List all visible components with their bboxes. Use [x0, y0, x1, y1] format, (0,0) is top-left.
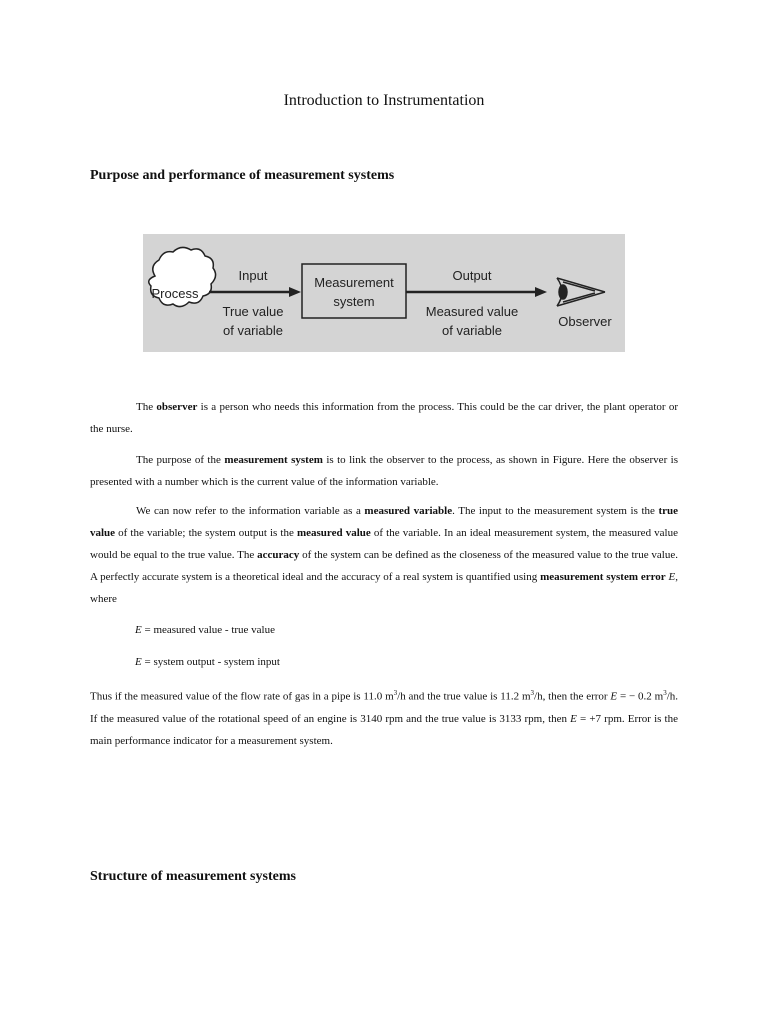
output-label: Output [452, 268, 492, 283]
page-title: Introduction to Instrumentation [283, 92, 485, 109]
equation-error-2 [135, 656, 280, 668]
term-true-value: true value [90, 505, 679, 539]
eye-icon [557, 278, 605, 306]
symbol-e: E [570, 712, 577, 725]
term-measured-variable: measured variable [364, 505, 453, 517]
text-run: of the variable. In an ideal measurement system, the measured value would be equal to the true value. The [90, 527, 678, 561]
measured-value-label-line1: Measured value [425, 304, 519, 319]
text-run: = − 0.2 m [617, 690, 664, 703]
superscript: 3 [530, 689, 535, 697]
text-run: . The input to the measurement system is the [452, 505, 659, 517]
text-run: is to link the observer to the process, as shown in Figure. Here the observer is presented with a number which is the current value of the information variable. [90, 454, 679, 488]
paragraph-purpose [90, 449, 678, 493]
text-run: We can now refer to the information variable as a [136, 505, 365, 517]
superscript: 3 [393, 689, 398, 697]
text-run: The purpose of the [136, 454, 225, 466]
system-label-line2: system [333, 294, 375, 309]
input-arrowhead [289, 287, 301, 297]
measurement-system-diagram [143, 234, 625, 352]
term-accuracy: accuracy [257, 549, 300, 561]
equation-error-1 [135, 624, 275, 636]
true-value-label-line1: True value [222, 304, 284, 319]
text-run: /h, then the error [534, 690, 611, 703]
text-run: The [136, 401, 157, 413]
text-run: = +7 rpm. Error is the main performance indicator for a measurement system. [90, 712, 678, 747]
text-run: /h and the true value is 11.2 m [397, 690, 531, 703]
term-measurement-system-error: measurement system error [540, 571, 666, 583]
system-label-line1: Measurement [314, 275, 394, 290]
text-run: of the variable; the system output is the [115, 527, 297, 539]
section-heading-purpose: Purpose and performance of measurement systems [90, 168, 395, 183]
symbol-e: E [135, 624, 142, 636]
term-measurement-system: measurement system [224, 454, 323, 466]
symbol-e: E [135, 656, 142, 668]
output-arrowhead [535, 287, 547, 297]
symbol-e: E [668, 571, 676, 583]
symbol-e: E [610, 690, 618, 703]
text-run: of the system can be defined as the closeness of the measured value to the true value. A perfectly accurate system is a theoretical ideal and the accuracy of a real system is quantified using [90, 549, 678, 583]
observer-label: Observer [558, 314, 612, 329]
superscript: 3 [663, 689, 667, 697]
process-label: Process [151, 286, 199, 301]
term-observer: observer [156, 401, 198, 413]
text-run: , where [90, 571, 679, 605]
equation-text: = system output - system input [141, 656, 280, 668]
text-run: is a person who needs this information from the process. This could be the car driver, the plant operator or the nurse. [90, 401, 678, 435]
text-run: Thus if the measured value of the flow rate of gas in a pipe is 11.0 m [90, 690, 394, 703]
equation-text: = measured value - true value [141, 624, 275, 636]
term-measured-value: measured value [296, 527, 371, 539]
true-value-label-line2: of variable [223, 323, 283, 338]
paragraph-example [90, 682, 678, 752]
input-label: Input [238, 268, 268, 283]
paragraph-observer [90, 396, 678, 440]
text-run: /h. If the measured value of the rotational speed of an engine is 3140 rpm and the true value is 3133 rpm, then [90, 690, 678, 725]
measured-value-label-line2: of variable [442, 323, 502, 338]
paragraph-measured-variable [90, 500, 678, 610]
measurement-system-box [302, 264, 406, 318]
section-heading-structure: Structure of measurement systems [90, 869, 296, 884]
